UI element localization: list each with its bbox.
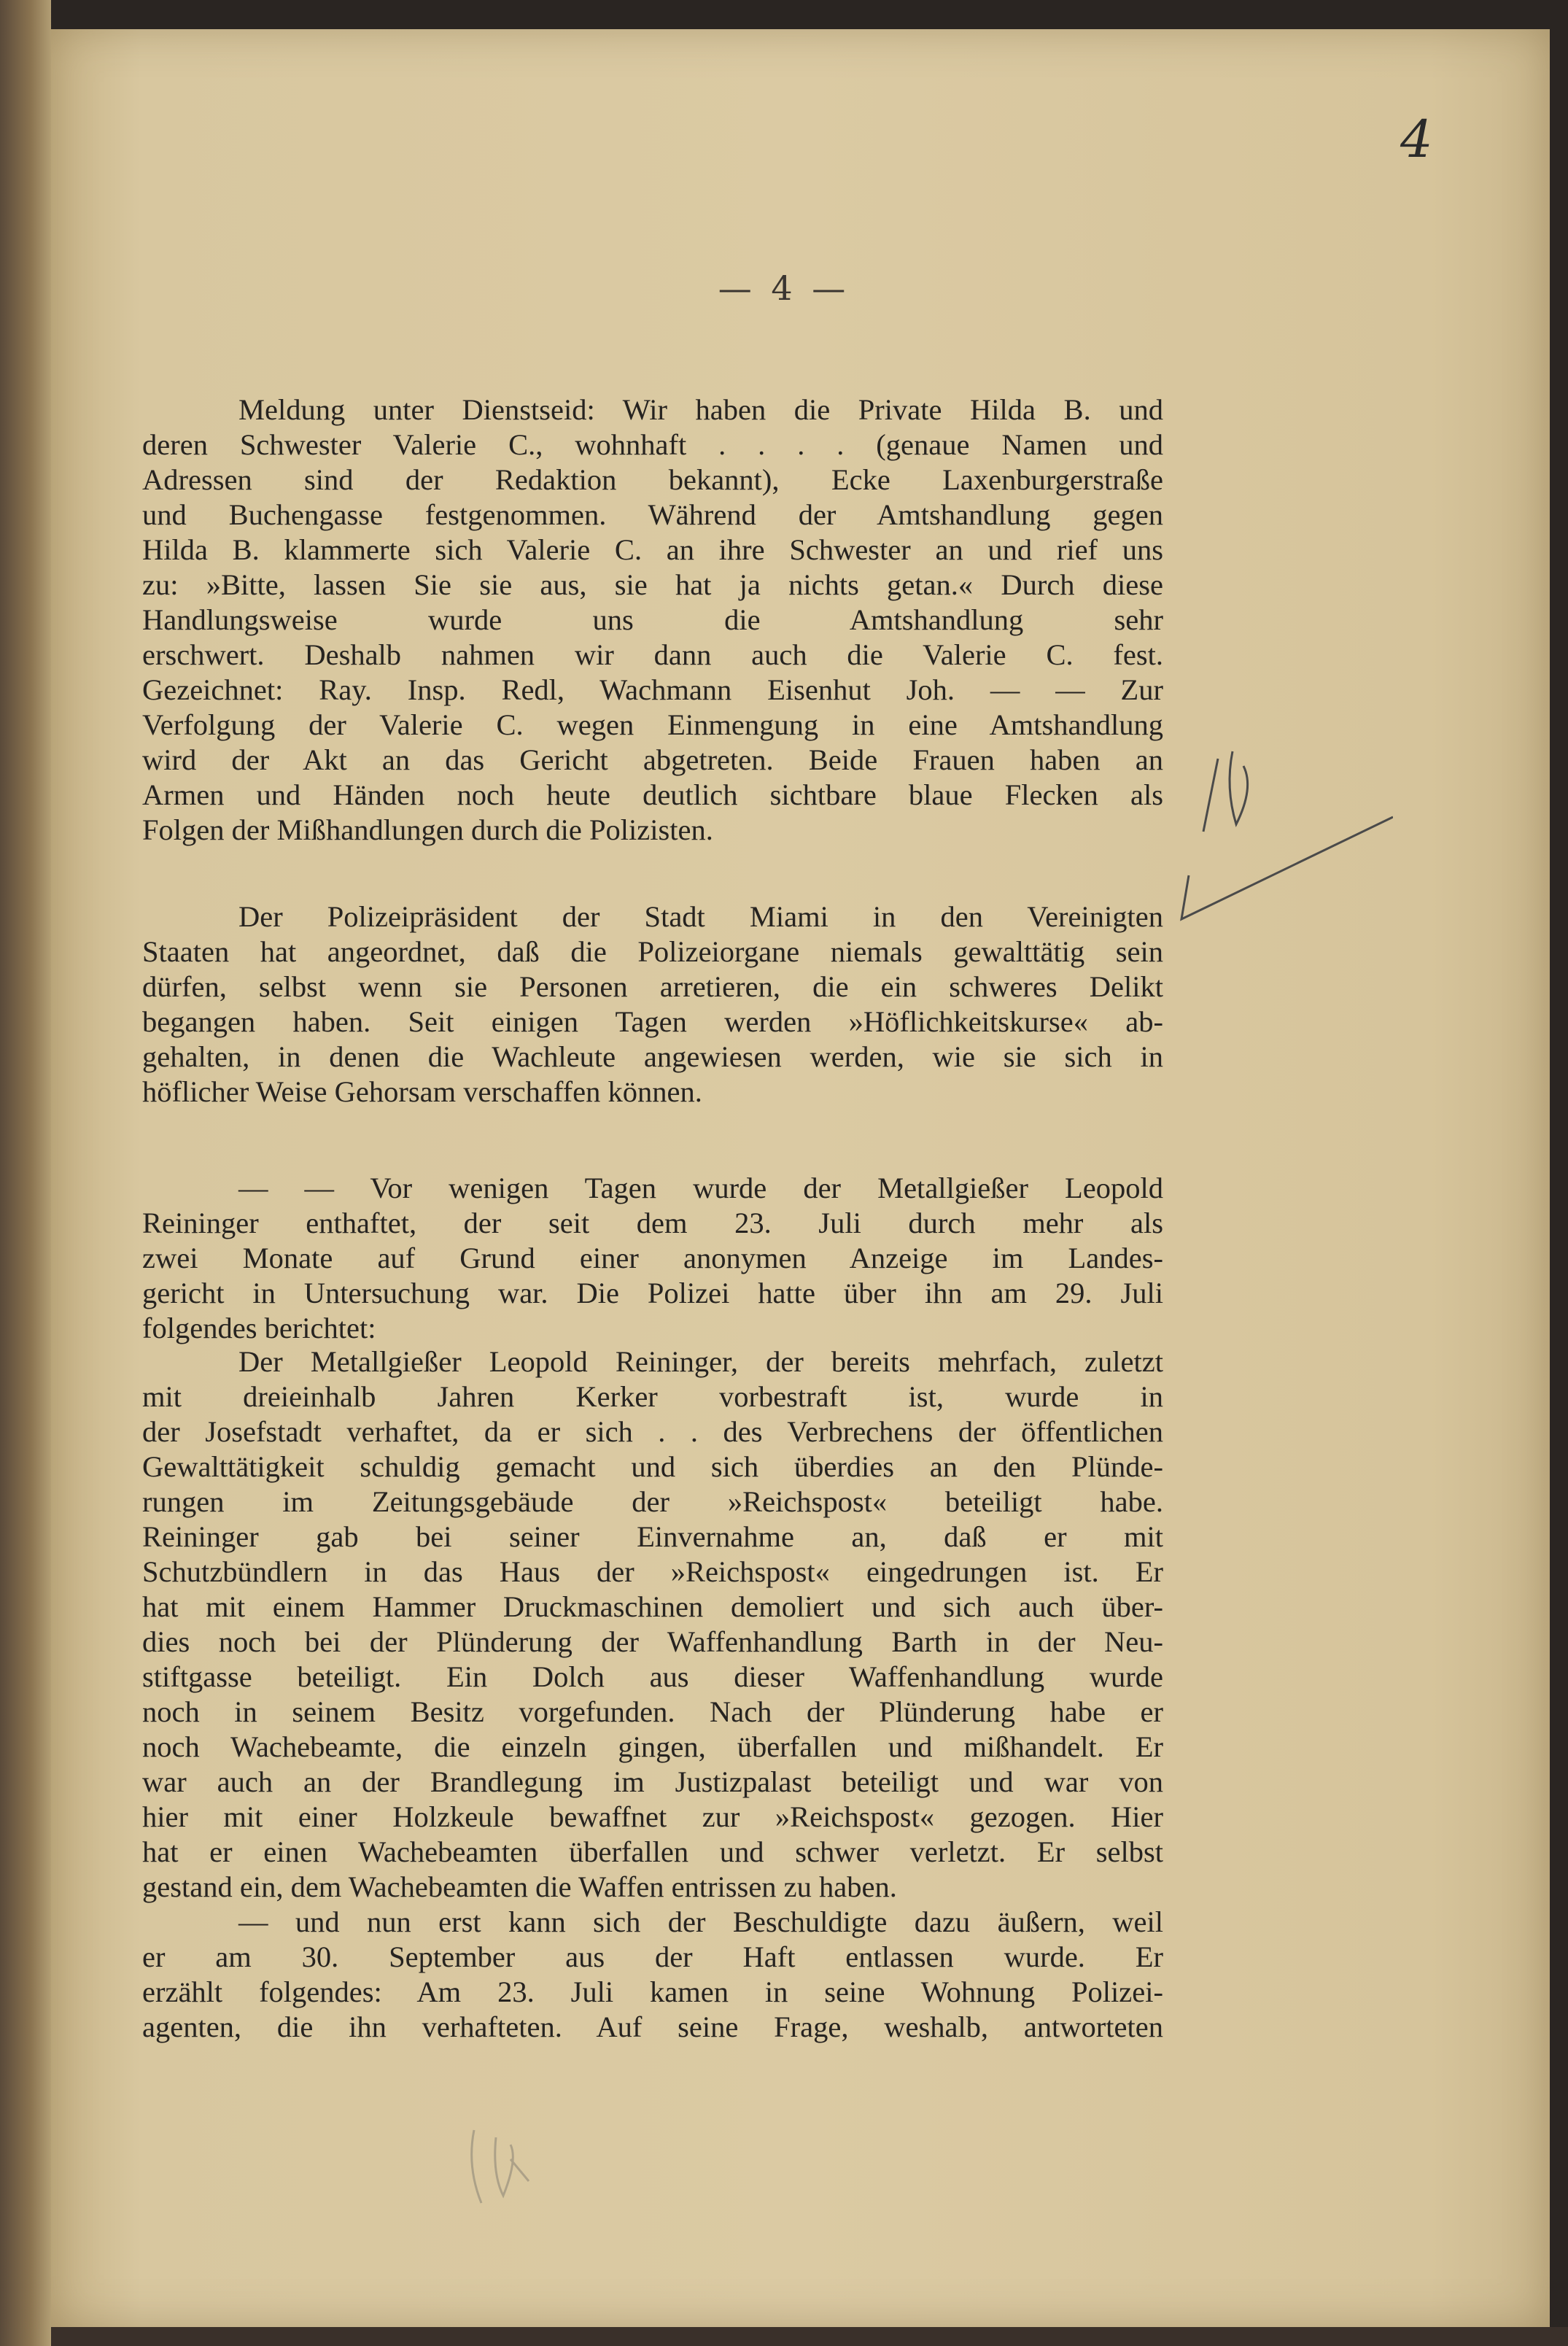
text-line: hier mit einer Holzkeule bewaffnet zur »Reichspost« gezogen. Hier [142, 1800, 1163, 1833]
page-bottom-edge [51, 2327, 1568, 2346]
text-line: Adressen sind der Redaktion bekannt), Ecke Laxenburgerstraße [142, 463, 1163, 496]
text-line: Staaten hat angeordnet, daß die Polizeiorgane niemals gewalttätig sein [142, 935, 1163, 968]
text-line: der Josefstadt verhaftet, da er sich . . des Verbrechens der öffentlichen [142, 1415, 1163, 1448]
text-line: zu: »Bitte, lassen Sie sie aus, sie hat ja nichts getan.« Durch diese [142, 568, 1163, 601]
text-line: Gewalttätigkeit schuldig gemacht und sich überdies an den Plünde- [142, 1450, 1163, 1483]
text-line: er am 30. September aus der Haft entlassen wurde. Er [142, 1940, 1163, 1973]
text-line: Schutzbündlern in das Haus der »Reichspost« eingedrungen ist. Er [142, 1555, 1163, 1588]
text-line: zwei Monate auf Grund einer anonymen Anzeige im Landes- [142, 1242, 1163, 1274]
text-line: Gezeichnet: Ray. Insp. Redl, Wachmann Eisenhut Joh. — — Zur [142, 673, 1163, 706]
text-line: erzählt folgendes: Am 23. Juli kamen in seine Wohnung Polizei- [142, 1975, 1163, 2008]
text-line: höflicher Weise Gehorsam verschaffen können. [142, 1075, 702, 1108]
paragraph-miami-police [142, 899, 1163, 1110]
text-line: Reininger gab bei seiner Einvernahme an, daß er mit [142, 1520, 1163, 1553]
text-line: dies noch bei der Plünderung der Waffenhandlung Barth in der Neu- [142, 1625, 1163, 1658]
text-line: deren Schwester Valerie C., wohnhaft . . . . (genaue Namen und [142, 428, 1163, 461]
paragraph-reininger-intro [142, 1171, 1163, 1346]
paragraph-police-report [142, 392, 1163, 848]
text-line: mit dreieinhalb Jahren Kerker vorbestraft ist, wurde in [142, 1380, 1163, 1413]
page-number: — 4 — [718, 268, 850, 308]
text-line: dürfen, selbst wenn sie Personen arretieren, die ein schweres Delikt [142, 970, 1163, 1003]
text-line: erschwert. Deshalb nahmen wir dann auch die Valerie C. fest. [142, 638, 1163, 671]
text-line: war auch an der Brandlegung im Justizpalast beteiligt und war von [142, 1765, 1163, 1798]
text-line: und Buchengasse festgenommen. Während der Amtshandlung gegen [142, 498, 1163, 531]
text-line: Armen und Händen noch heute deutlich sichtbare blaue Flecken als [142, 778, 1163, 811]
text-line: rungen im Zeitungsgebäude der »Reichspost« beteiligt habe. [142, 1485, 1163, 1518]
pencil-margin-mark [1174, 744, 1393, 926]
text-line: gestand ein, dem Wachebeamten die Waffen entrissen zu haben. [142, 1870, 897, 1903]
text-line: hat mit einem Hammer Druckmaschinen demoliert und sich auch über- [142, 1590, 1163, 1623]
paragraph-defendant-account [142, 1905, 1163, 2045]
text-line: stiftgasse beteiligt. Ein Dolch aus dieser Waffenhandlung wurde [142, 1660, 1163, 1693]
faint-stamp-mark [459, 2115, 540, 2210]
handwritten-folio-number: 4 [1400, 109, 1433, 169]
text-line: Hilda B. klammerte sich Valerie C. an ihre Schwester an und rief uns [142, 533, 1163, 566]
text-line: gericht in Untersuchung war. Die Polizei hatte über ihn am 29. Juli [142, 1277, 1163, 1309]
text-line: Handlungsweise wurde uns die Amtshandlung sehr [142, 603, 1163, 636]
text-line: Meldung unter Dienstseid: Wir haben die Private Hilda B. und [238, 393, 1163, 426]
text-line: begangen haben. Seit einigen Tagen werden »Höflichkeitskurse« ab- [142, 1005, 1163, 1038]
text-line: Reininger enthaftet, der seit dem 23. Juli durch mehr als [142, 1207, 1163, 1239]
text-line: hat er einen Wachebeamten überfallen und schwer verletzt. Er selbst [142, 1835, 1163, 1868]
text-line: noch in seinem Besitz vorgefunden. Nach der Plünderung habe er [142, 1695, 1163, 1728]
text-line: — und nun erst kann sich der Beschuldigte dazu äußern, weil [238, 1905, 1163, 1938]
text-line: Verfolgung der Valerie C. wegen Einmengung in eine Amtshandlung [142, 708, 1163, 741]
text-line: gehalten, in denen die Wachleute angewiesen werden, wie sie sich in [142, 1040, 1163, 1073]
text-line: — — Vor wenigen Tagen wurde der Metallgießer Leopold [238, 1172, 1163, 1204]
text-line: noch Wachebeamte, die einzeln gingen, überfallen und mißhandelt. Er [142, 1730, 1163, 1763]
text-line: Der Metallgießer Leopold Reininger, der bereits mehrfach, zuletzt [238, 1345, 1163, 1378]
text-line: Folgen der Mißhandlungen durch die Polizisten. [142, 813, 713, 846]
text-line: folgendes berichtet: [142, 1312, 376, 1344]
text-line: Der Polizeipräsident der Stadt Miami in den Vereinigten [238, 900, 1163, 933]
paragraph-police-statement [142, 1344, 1163, 1905]
book-spine [0, 0, 51, 2346]
text-line: agenten, die ihn verhafteten. Auf seine Frage, weshalb, antworteten [142, 2010, 1163, 2043]
text-line: wird der Akt an das Gericht abgetreten. Beide Frauen haben an [142, 743, 1163, 776]
